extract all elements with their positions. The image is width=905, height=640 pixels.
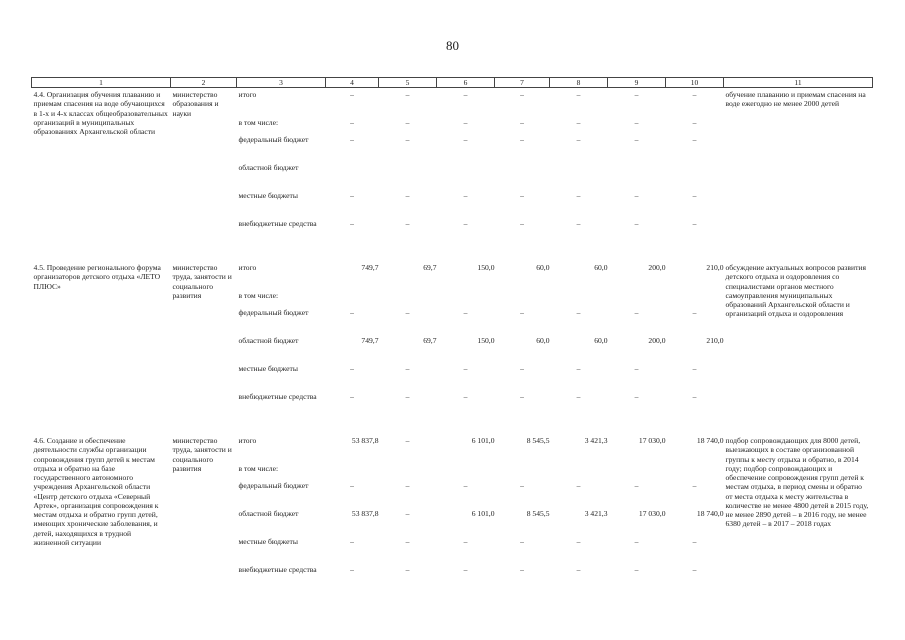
table-row — [32, 261, 873, 291]
amount-cell: 53 837,8 — [351, 509, 379, 519]
amount-cell — [379, 291, 437, 308]
amount-cell: – — [350, 118, 354, 128]
funding-source-cell: федеральный бюджет — [238, 135, 309, 145]
amount-cell — [608, 291, 666, 308]
header-cell: 3 — [237, 78, 326, 88]
amount-cell — [326, 291, 379, 308]
amount-cell: – — [692, 481, 697, 491]
amount-cell: – — [405, 118, 410, 128]
amount-cell: – — [520, 392, 524, 402]
amount-cell: – — [350, 537, 354, 547]
amount-cell — [437, 464, 495, 481]
amount-cell: 150,0 — [477, 263, 495, 273]
amount-cell: 150,0 — [477, 336, 495, 346]
amount-cell: – — [350, 364, 354, 374]
amount-cell: – — [520, 219, 524, 229]
amount-cell: – — [350, 392, 354, 402]
amount-cell — [326, 163, 379, 191]
amount-cell: – — [520, 565, 524, 575]
spacer-cell — [32, 420, 873, 434]
amount-cell: – — [520, 308, 524, 318]
header-row — [32, 78, 873, 88]
amount-cell: – — [520, 135, 524, 145]
amount-cell — [550, 464, 608, 481]
amount-cell: 60,0 — [536, 336, 550, 346]
amount-cell: – — [350, 219, 354, 229]
amount-cell: – — [576, 565, 581, 575]
funding-source-cell: областной бюджет — [238, 163, 299, 173]
amount-cell: – — [634, 191, 639, 201]
amount-cell: – — [576, 364, 581, 374]
header-cell: 4 — [326, 78, 379, 88]
amount-cell: 60,0 — [594, 336, 608, 346]
amount-cell: – — [463, 392, 468, 402]
spacer-cell — [32, 247, 873, 261]
funding-source-cell: итого — [238, 263, 257, 273]
expected-result-cell: обучение плаванию и приемам спасения на воде ежегодно не менее 2000 детей — [725, 90, 866, 109]
amount-cell — [608, 163, 666, 191]
amount-cell: – — [405, 90, 410, 100]
amount-cell: – — [520, 481, 524, 491]
amount-cell: 210,0 — [706, 263, 724, 273]
amount-cell: – — [692, 135, 697, 145]
amount-cell: – — [405, 219, 410, 229]
amount-cell: – — [520, 191, 524, 201]
amount-cell: – — [350, 191, 354, 201]
amount-cell: – — [405, 481, 410, 491]
amount-cell: – — [463, 191, 468, 201]
amount-cell: – — [634, 565, 639, 575]
header-cell: 2 — [171, 78, 237, 88]
amount-cell — [608, 464, 666, 481]
funding-source-cell: внебюджетные средства — [238, 565, 317, 575]
amount-cell: – — [634, 90, 639, 100]
amount-cell: – — [520, 364, 524, 374]
amount-cell: 200,0 — [648, 263, 666, 273]
amount-cell: – — [520, 90, 524, 100]
amount-cell: – — [692, 565, 697, 575]
block-spacer — [32, 247, 873, 261]
amount-cell: 53 837,8 — [351, 436, 379, 446]
amount-cell: – — [576, 308, 581, 318]
amount-cell — [495, 464, 550, 481]
amount-cell: – — [350, 308, 354, 318]
amount-cell: – — [405, 364, 410, 374]
amount-cell: 3 421,3 — [584, 436, 608, 446]
amount-cell: – — [576, 481, 581, 491]
amount-cell — [666, 291, 724, 308]
executor-cell: министерство образования и науки — [172, 90, 219, 118]
amount-cell: – — [692, 118, 697, 128]
amount-cell: – — [520, 537, 524, 547]
header-cell: 6 — [437, 78, 495, 88]
expected-result-cell: обсуждение актуальных вопросов развития детского отдыха и оздоровления со специалистами органов местного самоуправления муниципальных образований Архангельской области и организаций отдыха и оздоровления — [725, 263, 866, 319]
amount-cell: – — [576, 135, 581, 145]
amount-cell: – — [463, 135, 468, 145]
amount-cell — [495, 163, 550, 191]
funding-source-cell: федеральный бюджет — [238, 308, 309, 318]
funding-source-cell: в том числе: — [238, 291, 279, 301]
amount-cell: 60,0 — [594, 263, 608, 273]
amount-cell: – — [405, 191, 410, 201]
amount-cell: – — [576, 118, 581, 128]
amount-cell — [379, 163, 437, 191]
amount-cell: 17 030,0 — [638, 509, 666, 519]
amount-cell: 8 545,5 — [526, 436, 550, 446]
amount-cell: – — [405, 537, 410, 547]
amount-cell — [379, 464, 437, 481]
amount-cell: – — [634, 537, 639, 547]
amount-cell: – — [634, 118, 639, 128]
funding-source-cell: в том числе: — [238, 118, 279, 128]
amount-cell: – — [463, 364, 468, 374]
executor-cell: министерство труда, занятости и социального развития — [172, 263, 232, 300]
amount-cell: – — [405, 308, 410, 318]
amount-cell: 749,7 — [361, 336, 379, 346]
amount-cell: 17 030,0 — [638, 436, 666, 446]
amount-cell: – — [692, 392, 697, 402]
amount-cell — [666, 163, 724, 191]
table-row — [32, 434, 873, 464]
funding-source-cell: областной бюджет — [238, 509, 299, 519]
measure-name-cell: 4.6. Создание и обеспечение деятельности службы организации сопровождения групп детей к местам отдыха и обратно на базе государственного автономного учреждения Архангельской области «Центр детского отдыха «Северный Артек», организация сопровождения к местам отдыха и обратно групп детей, имеющих хронические заболевания, и детей, находящихся в трудной жизненной ситуации — [33, 436, 159, 547]
amount-cell: – — [692, 537, 697, 547]
amount-cell — [666, 464, 724, 481]
amount-cell: – — [692, 219, 697, 229]
funding-source-cell: внебюджетные средства — [238, 219, 317, 229]
table-row — [32, 88, 873, 119]
block-spacer — [32, 420, 873, 434]
expected-result-cell: подбор сопровождающих для 8000 детей, выезжающих в составе организованной группы к месту отдыха и обратно, в 2014 году; подбор сопровождающих и обеспечение сопровождения групп детей к местам отдыха, в период смены и обратно от места отдыха к месту жительства в количестве не менее 4800 детей в 2015 году, не менее 2890 детей – в 2016 году, не менее 6380 детей – в 2017 – 2018 годах — [725, 436, 869, 529]
amount-cell: 69,7 — [423, 263, 437, 273]
amount-cell: 749,7 — [361, 263, 379, 273]
header-cell: 1 — [32, 78, 171, 88]
amount-cell — [550, 291, 608, 308]
amount-cell: 60,0 — [536, 263, 550, 273]
executor-cell: министерство труда, занятости и социального развития — [172, 436, 232, 473]
amount-cell — [437, 163, 495, 191]
amount-cell: 69,7 — [423, 336, 437, 346]
amount-cell: 6 101,0 — [471, 509, 495, 519]
amount-cell: – — [405, 565, 410, 575]
amount-cell: 18 740,0 — [696, 509, 724, 519]
measure-name-cell: 4.4. Организация обучения плаванию и приемам спасения на воде обучающихся в 1-х и 4-х классах общеобразовательных организаций в муниципальных образованиях Архангельской области — [33, 90, 168, 137]
amount-cell: 200,0 — [648, 336, 666, 346]
amount-cell: – — [576, 219, 581, 229]
amount-cell — [550, 163, 608, 191]
header-cell: 7 — [495, 78, 550, 88]
amount-cell — [437, 291, 495, 308]
funding-source-cell: итого — [238, 436, 257, 446]
header-cell: 10 — [666, 78, 724, 88]
amount-cell: – — [692, 191, 697, 201]
amount-cell: 8 545,5 — [526, 509, 550, 519]
funding-source-cell: областной бюджет — [238, 336, 299, 346]
header-cell: 11 — [724, 78, 873, 88]
amount-cell: – — [350, 565, 354, 575]
measure-name-cell: 4.5. Проведение регионального форума организаторов детского отдыха «ЛЕТО ПЛЮС» — [33, 263, 161, 291]
header-cell: 5 — [379, 78, 437, 88]
amount-cell: – — [350, 481, 354, 491]
amount-cell — [495, 291, 550, 308]
amount-cell: – — [463, 537, 468, 547]
amount-cell: 210,0 — [706, 336, 724, 346]
amount-cell: – — [405, 509, 410, 519]
amount-cell: – — [576, 537, 581, 547]
funding-source-cell: местные бюджеты — [238, 537, 298, 547]
amount-cell: – — [634, 308, 639, 318]
amount-cell: – — [405, 436, 410, 446]
header-cell: 8 — [550, 78, 608, 88]
amount-cell: – — [634, 392, 639, 402]
amount-cell: – — [350, 135, 354, 145]
amount-cell: – — [692, 308, 697, 318]
amount-cell: 18 740,0 — [696, 436, 724, 446]
funding-source-cell: федеральный бюджет — [238, 481, 309, 491]
header-cell: 9 — [608, 78, 666, 88]
amount-cell: – — [463, 219, 468, 229]
amount-cell: – — [634, 219, 639, 229]
amount-cell: – — [463, 481, 468, 491]
amount-cell: – — [692, 364, 697, 374]
amount-cell: – — [350, 90, 354, 100]
amount-cell: – — [692, 90, 697, 100]
amount-cell: – — [463, 308, 468, 318]
amount-cell: 6 101,0 — [471, 436, 495, 446]
program-table — [31, 77, 873, 593]
amount-cell: – — [405, 135, 410, 145]
amount-cell: – — [634, 135, 639, 145]
amount-cell: – — [634, 481, 639, 491]
amount-cell: 3 421,3 — [584, 509, 608, 519]
funding-source-cell: итого — [238, 90, 257, 100]
funding-source-cell: внебюджетные средства — [238, 392, 317, 402]
amount-cell: – — [463, 565, 468, 575]
amount-cell — [326, 464, 379, 481]
amount-cell: – — [463, 90, 468, 100]
amount-cell: – — [576, 90, 581, 100]
amount-cell: – — [634, 364, 639, 374]
amount-cell: – — [576, 191, 581, 201]
amount-cell: – — [463, 118, 468, 128]
amount-cell: – — [576, 392, 581, 402]
page-number: 80 — [446, 38, 459, 53]
funding-source-cell: местные бюджеты — [238, 191, 298, 201]
amount-cell: – — [405, 392, 410, 402]
funding-source-cell: местные бюджеты — [238, 364, 298, 374]
funding-source-cell: в том числе: — [238, 464, 279, 474]
amount-cell: – — [520, 118, 524, 128]
